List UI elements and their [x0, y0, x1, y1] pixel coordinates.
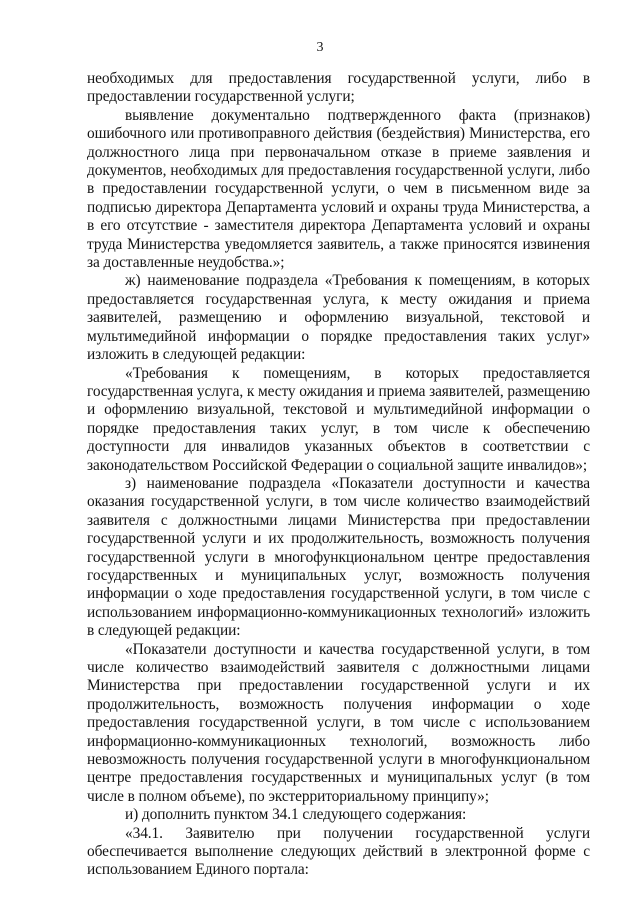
paragraph: «34.1. Заявителю при получении государственной услуги обеспечивается выполнение следующих действий в электронной форме с использованием Единого портала: [87, 824, 590, 879]
document-body [87, 70, 590, 880]
paragraph: з) наименование подраздела «Показатели доступности и качества оказания государственной услуги, в том числе количество взаимодействий заявителя с должностными лицами Министерства при предоставлении государственной услуги и их продолжительность, возможность получения государственной услуги в многофункциональном центре предоставления государственных и муниципальных услуг, возможность получения информации о ходе предоставления государственной услуги, в том числе с использованием информационно-коммуникационных технологий» изложить в следующей редакции: [87, 474, 590, 640]
paragraph: «Показатели доступности и качества государственной услуги, в том числе количество взаимодействий заявителя с должностными лицами Министерства при предоставлении государственной услуги и их продолжительность, возможность получения информации о ходе предоставления государственной услуги, в том числе с использованием информационно-коммуникационных технологий, возможность либо невозможность получения государственной услуги в многофункциональном центре предоставления государственных и муниципальных услуг (в том числе в полном объеме), по экстерриториальному принципу»; [87, 640, 590, 805]
paragraph: выявление документально подтвержденного факта (признаков) ошибочного или противоправного действия (бездействия) Министерства, его должностного лица при первоначальном отказе в приеме заявления и документов, необходимых для предоставления государственной услуги, либо в предоставлении государственной услуги, о чем в письменном виде за подписью директора Департамента условий и охраны труда Министерства, а в его отсутствие - заместителя директора Департамента условий и охраны труда Министерства уведомляется заявитель, а также приносятся извинения за доставленные неудобства.»; [87, 106, 590, 272]
paragraph: необходимых для предоставления государственной услуги, либо в предоставлении государственной услуги; [87, 70, 590, 106]
paragraph: и) дополнить пунктом 34.1 следующего содержания: [125, 806, 467, 824]
paragraph: «Требования к помещениям, в которых предоставляется государственная услуга, к месту ожидания и приема заявителей, размещению и оформлению визуальной, текстовой и мультимедийной информации о порядке предоставления таких услуг, в том числе к обеспечению доступности для инвалидов указанных объектов в соответствии с законодательством Российской Федерации о социальной защите инвалидов»; [87, 364, 590, 474]
paragraph: ж) наименование подраздела «Требования к помещениям, в которых предоставляется государственная услуга, к месту ожидания и приема заявителей, размещению и оформлению визуальной, текстовой и мультимедийной информации о порядке предоставления таких услуг» изложить в следующей редакции: [87, 272, 590, 364]
page-number: 3 [316, 40, 324, 55]
